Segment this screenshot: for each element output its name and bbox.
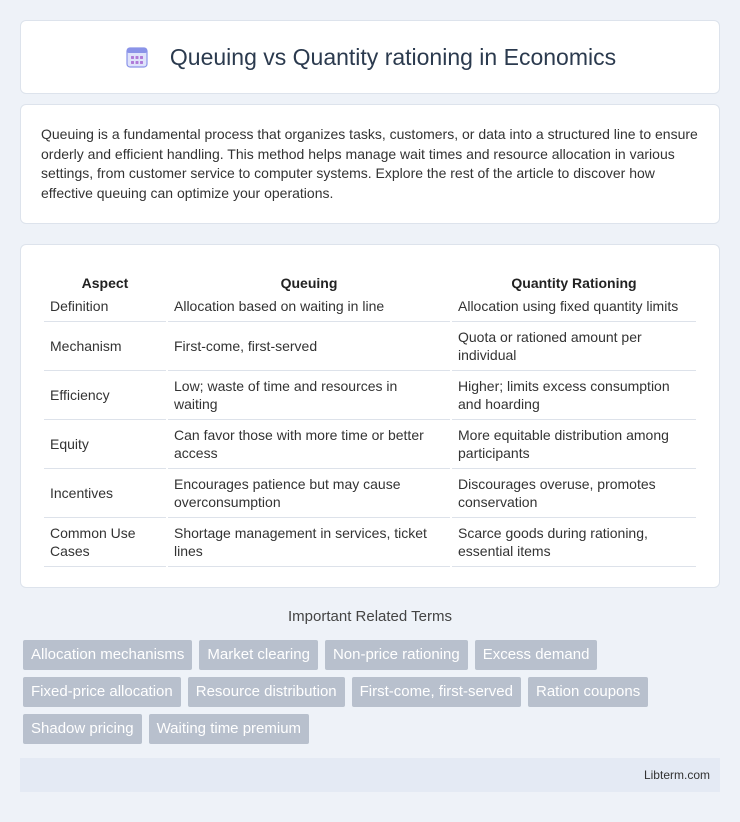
footer xyxy=(20,758,720,792)
table-row xyxy=(44,371,696,420)
comparison-table xyxy=(42,265,698,567)
table-row xyxy=(44,322,696,371)
queuing-cell: Can favor those with more time or better access xyxy=(168,420,450,469)
related-term-tag[interactable]: Resource distribution xyxy=(188,677,345,707)
table-row xyxy=(44,518,696,567)
intro-text: Queuing is a fundamental process that organizes tasks, customers, or data into a structured line to ensure orderly and efficient handling. This method helps manage wait times and resource allocation in various settings, from customer service to computer systems. Explore the rest of the article to discover how effective queuing can optimize your operations. xyxy=(41,126,698,201)
related-terms-title: Important Related Terms xyxy=(288,608,452,625)
related-term-tag[interactable]: Ration coupons xyxy=(528,677,648,707)
aspect-cell: Common Use Cases xyxy=(44,518,166,567)
header-quantity-rationing: Quantity Rationing xyxy=(511,275,637,291)
aspect-cell: Equity xyxy=(44,420,166,469)
related-term-tag[interactable]: Excess demand xyxy=(475,640,598,670)
header-aspect: Aspect xyxy=(81,275,129,291)
queuing-cell: Allocation based on waiting in line xyxy=(168,291,450,322)
related-term-tag[interactable]: First-come, first-served xyxy=(352,677,521,707)
aspect-cell: Mechanism xyxy=(44,322,166,371)
related-term-tag[interactable]: Fixed-price allocation xyxy=(23,677,181,707)
related-term-tag[interactable]: Allocation mechanisms xyxy=(23,640,192,670)
rationing-cell: Quota or rationed amount per individual xyxy=(452,322,696,371)
calendar-icon xyxy=(124,44,150,70)
footer-site-link[interactable]: Libterm.com xyxy=(643,768,710,782)
aspect-cell: Incentives xyxy=(44,469,166,518)
rationing-cell: Discourages overuse, promotes conservation xyxy=(452,469,696,518)
intro-card xyxy=(20,104,720,224)
related-term-tag[interactable]: Shadow pricing xyxy=(23,714,142,744)
aspect-cell: Definition xyxy=(44,291,166,322)
rationing-cell: Allocation using fixed quantity limits xyxy=(452,291,696,322)
table-row xyxy=(44,469,696,518)
related-term-tag[interactable]: Non-price rationing xyxy=(325,640,468,670)
comparison-table-card xyxy=(20,244,720,588)
page-title: Queuing vs Quantity rationing in Economics xyxy=(169,43,617,70)
aspect-cell: Efficiency xyxy=(44,371,166,420)
queuing-cell: Encourages patience but may cause overconsumption xyxy=(168,469,450,518)
rationing-cell: Higher; limits excess consumption and hoarding xyxy=(452,371,696,420)
table-row xyxy=(44,291,696,322)
table-row xyxy=(44,420,696,469)
queuing-cell: First-come, first-served xyxy=(168,322,450,371)
header-queuing: Queuing xyxy=(280,275,338,291)
queuing-cell: Low; waste of time and resources in waiting xyxy=(168,371,450,420)
rationing-cell: Scarce goods during rationing, essential items xyxy=(452,518,696,567)
related-terms-list xyxy=(23,640,723,744)
rationing-cell: More equitable distribution among participants xyxy=(452,420,696,469)
header-card xyxy=(20,20,720,94)
related-term-tag[interactable]: Waiting time premium xyxy=(149,714,309,744)
related-term-tag[interactable]: Market clearing xyxy=(199,640,318,670)
queuing-cell: Shortage management in services, ticket lines xyxy=(168,518,450,567)
